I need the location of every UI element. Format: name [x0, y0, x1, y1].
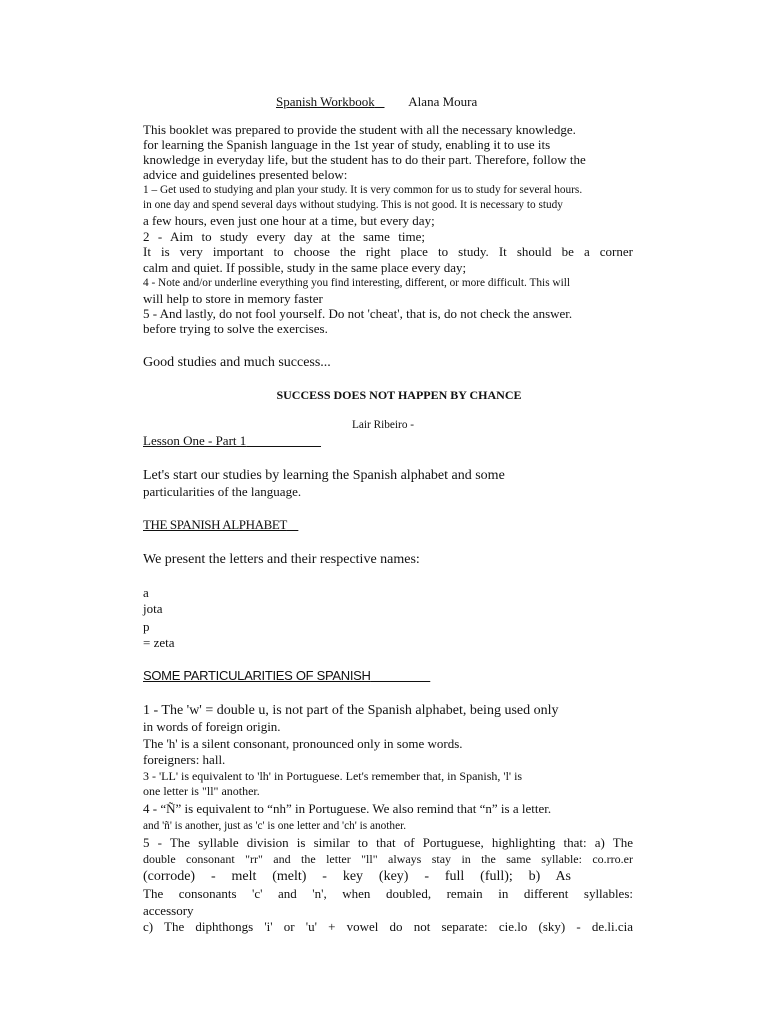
alphabet-item: a: [143, 585, 149, 600]
particularity-line-6: one letter is "ll" another.: [143, 784, 260, 798]
particularity-line-7: 4 - “Ñ” is equivalent to “nh” in Portuguese. We also remind that “n” is a letter.: [143, 801, 552, 816]
particularity-line-12: The consonants 'c' and 'n', when doubled, remain in different syllables:: [143, 886, 633, 901]
quote-text: SUCCESS DOES NOT HAPPEN BY CHANCE: [276, 388, 522, 402]
intro-line-9: It is very important to choose the right place to study. It should be a corner: [143, 244, 633, 259]
particularity-line-2: in words of foreign origin.: [143, 719, 281, 734]
lesson-intro-line-1: Let's start our studies by learning the Spanish alphabet and some: [143, 468, 505, 483]
author-name: Alana Moura: [408, 94, 478, 109]
lesson-heading: Lesson One - Part 1: [143, 433, 247, 448]
intro-line-12: will help to store in memory faster: [143, 291, 323, 306]
intro-line-14: before trying to solve the exercises.: [143, 321, 328, 336]
intro-line-1: This booklet was prepared to provide the student with all the necessary knowledge.: [143, 122, 576, 137]
workbook-title: Spanish Workbook: [276, 94, 375, 109]
alphabet-heading: THE SPANISH ALPHABET: [143, 517, 287, 532]
particularities-heading: SOME PARTICULARITIES OF SPANISH: [143, 668, 371, 683]
particularity-line-4: foreigners: hall.: [143, 752, 226, 767]
document-header: [276, 95, 477, 109]
particularity-line-10: double consonant "rr" and the letter "ll" always stay in the same syllable: co.rro.er: [143, 852, 633, 866]
alphabet-intro: We present the letters and their respective names:: [143, 552, 420, 567]
alphabet-item: jota: [143, 601, 163, 616]
intro-line-8: 2 - Aim to study every day at the same time;: [143, 229, 425, 244]
intro-line-7: a few hours, even just one hour at a time, but every day;: [143, 213, 435, 228]
intro-line-5: 1 – Get used to studying and plan your study. It is very common for us to study for several hours.: [143, 184, 583, 196]
intro-line-10: calm and quiet. If possible, study in the same place every day;: [143, 260, 467, 275]
particularity-line-9: 5 - The syllable division is similar to that of Portuguese, highlighting that: a) The: [143, 835, 633, 850]
alphabet-item: p: [143, 619, 150, 634]
intro-line-13: 5 - And lastly, do not fool yourself. Do not 'cheat', that is, do not check the answer.: [143, 306, 573, 321]
particularity-line-1: 1 - The 'w' = double u, is not part of the Spanish alphabet, being used only: [143, 703, 559, 718]
quote-attribution: Lair Ribeiro -: [351, 419, 415, 431]
intro-line-6: in one day and spend several days without studying. This is not good. It is necessary to study: [143, 199, 563, 211]
intro-line-3: knowledge in everyday life, but the student has to do their part. Therefore, follow the: [143, 152, 586, 167]
particularity-line-8: and 'ñ' is another, just as 'c' is one letter and 'ch' is another.: [143, 820, 407, 832]
particularity-line-5: 3 - 'LL' is equivalent to 'lh' in Portuguese. Let's remember that, in Spanish, 'l' is: [143, 769, 523, 783]
particularity-line-14: c) The diphthongs 'i' or 'u' + vowel do not separate: cie.lo (sky) - de.li.cia: [143, 919, 633, 934]
intro-line-4: advice and guidelines presented below:: [143, 167, 348, 182]
alphabet-item: = zeta: [143, 635, 175, 650]
closing-line: Good studies and much success...: [143, 355, 331, 370]
particularity-line-11: (corrode) - melt (melt) - key (key) - full (full); b) As: [143, 869, 571, 884]
particularity-line-13: accessory: [143, 903, 194, 918]
lesson-intro-line-2: particularities of the language.: [143, 484, 302, 499]
particularity-line-3: The 'h' is a silent consonant, pronounced only in some words.: [143, 736, 463, 751]
intro-line-2: for learning the Spanish language in the 1st year of study, enabling it to use its: [143, 137, 551, 152]
intro-line-11: 4 - Note and/or underline everything you find interesting, different, or more difficult. This will: [143, 277, 570, 289]
